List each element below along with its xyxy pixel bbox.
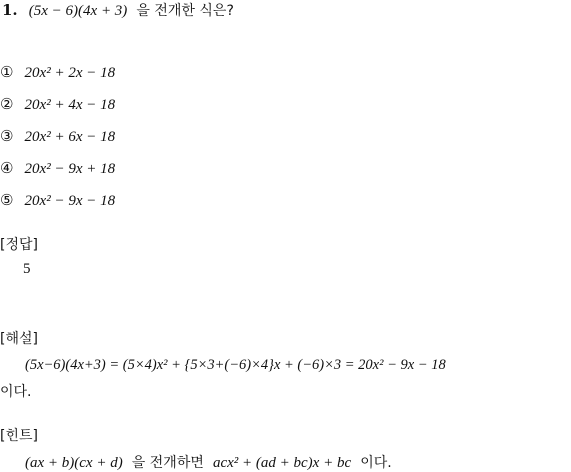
option-2[interactable]	[0, 94, 115, 114]
question	[2, 0, 234, 20]
option-2-text: 20x² + 4x − 18	[24, 97, 116, 113]
option-3-mark: ③	[0, 127, 14, 145]
option-1[interactable]	[0, 62, 115, 82]
option-3-text: 20x² + 6x − 18	[24, 129, 116, 145]
answer-label: [정답]	[0, 237, 38, 253]
hint-tail: 이다.	[360, 455, 392, 471]
hint-expression: (ax + b)(cx + d)	[25, 455, 123, 471]
hint-label: [힌트]	[0, 428, 38, 444]
option-5-text: 20x² − 9x − 18	[24, 193, 116, 209]
option-4-mark: ④	[0, 159, 14, 177]
hint-middle: 을 전개하면	[131, 455, 204, 471]
question-expression: (5x − 6)(4x + 3)	[28, 3, 128, 19]
option-1-mark: ①	[0, 63, 14, 81]
option-2-mark: ②	[0, 95, 14, 113]
explanation-line: (5x−6)(4x+3) = (5×4)x² + {5×3+(−6)×4}x + (−6)×3 = 20x² − 9x − 18	[25, 357, 446, 373]
option-4[interactable]	[0, 158, 115, 178]
option-3[interactable]	[0, 126, 115, 146]
explanation-label: [해설]	[0, 331, 38, 347]
option-1-text: 20x² + 2x − 18	[24, 65, 116, 81]
question-number: 1.	[2, 1, 18, 19]
question-text: 을 전개한 식은?	[136, 3, 234, 19]
hint-line	[25, 452, 392, 472]
option-5[interactable]	[0, 190, 115, 210]
option-5-mark: ⑤	[0, 191, 14, 209]
option-4-text: 20x² − 9x + 18	[24, 161, 116, 177]
answer-value: 5	[23, 261, 31, 277]
hint-result: acx² + (ad + bc)x + bc	[212, 455, 352, 471]
explanation-tail: 이다.	[0, 384, 32, 400]
